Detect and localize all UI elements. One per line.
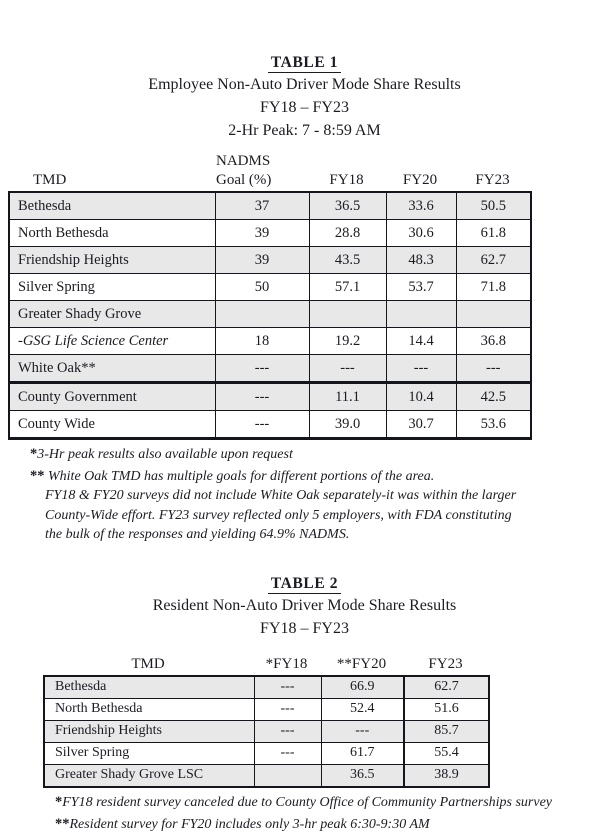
table1-header-nadms-goal bbox=[214, 152, 308, 191]
footnote-marker: * bbox=[55, 793, 63, 810]
table1-subtitle: Employee Non-Auto Driver Mode Share Results bbox=[148, 76, 461, 93]
cell-fy23 bbox=[456, 301, 531, 328]
table-row bbox=[44, 764, 489, 787]
table1 bbox=[8, 191, 532, 440]
table1-header-nadms: NADMS bbox=[216, 153, 271, 169]
cell-fy20: 48.3 bbox=[386, 247, 456, 274]
table1-title bbox=[0, 52, 609, 73]
table1-title-block bbox=[0, 52, 609, 142]
cell-tmd: -GSG Life Science Center bbox=[9, 328, 215, 355]
table-row bbox=[9, 383, 531, 411]
cell-goal: 37 bbox=[215, 192, 309, 220]
cell-goal bbox=[215, 301, 309, 328]
footnote-line: the bulk of the responses and yielding 64.9% NADMS. bbox=[45, 527, 350, 542]
table-row bbox=[9, 411, 531, 439]
cell-fy20: --- bbox=[321, 720, 404, 742]
cell-tmd: Greater Shady Grove bbox=[9, 301, 215, 328]
cell-fy20: 14.4 bbox=[386, 328, 456, 355]
table2-column-headers bbox=[43, 655, 609, 675]
table1-peak-label: 2-Hr Peak: 7 - 8:59 AM bbox=[228, 122, 381, 139]
footnote-marker: ** bbox=[30, 467, 45, 484]
cell-fy23: 71.8 bbox=[456, 274, 531, 301]
table1-title-text: TABLE 1 bbox=[268, 54, 341, 73]
cell-tmd: Friendship Heights bbox=[9, 247, 215, 274]
table1-header-goal-pct: Goal (%) bbox=[216, 172, 272, 188]
table1-header-tmd: TMD bbox=[33, 172, 67, 188]
table-row bbox=[9, 355, 531, 383]
cell-fy23: 85.7 bbox=[404, 720, 489, 742]
cell-tmd: County Wide bbox=[9, 411, 215, 439]
cell-tmd: Silver Spring bbox=[9, 274, 215, 301]
cell-fy18: --- bbox=[254, 698, 321, 720]
table1-header-fy18: FY18 bbox=[329, 172, 364, 188]
table-row bbox=[9, 247, 531, 274]
cell-fy18: 39.0 bbox=[309, 411, 386, 439]
cell-fy23: 62.7 bbox=[404, 676, 489, 699]
footnote-marker: ** bbox=[55, 815, 70, 832]
table1-header-fy20: FY20 bbox=[402, 172, 438, 188]
cell-fy20: 33.6 bbox=[386, 192, 456, 220]
cell-tmd: County Government bbox=[9, 383, 215, 411]
table2-subtitle: Resident Non-Auto Driver Mode Share Results bbox=[152, 596, 457, 614]
table-row bbox=[9, 328, 531, 355]
cell-tmd: Bethesda bbox=[9, 192, 215, 220]
cell-fy23: 51.6 bbox=[404, 698, 489, 720]
cell-fy18: 19.2 bbox=[309, 328, 386, 355]
cell-fy18: 43.5 bbox=[309, 247, 386, 274]
cell-fy18: --- bbox=[254, 676, 321, 699]
cell-goal: --- bbox=[215, 383, 309, 411]
cell-fy23: 55.4 bbox=[404, 742, 489, 764]
table-row bbox=[44, 720, 489, 742]
table-row bbox=[9, 220, 531, 247]
table1-section-1 bbox=[9, 192, 531, 383]
cell-tmd: North Bethesda bbox=[44, 698, 254, 720]
table2-title-text: TABLE 2 bbox=[268, 575, 341, 594]
table1-period: FY18 – FY23 bbox=[260, 99, 349, 116]
cell-tmd: Silver Spring bbox=[44, 742, 254, 764]
cell-fy20 bbox=[386, 301, 456, 328]
cell-fy23: 36.8 bbox=[456, 328, 531, 355]
cell-goal: 39 bbox=[215, 220, 309, 247]
table-row bbox=[9, 192, 531, 220]
cell-goal: 18 bbox=[215, 328, 309, 355]
cell-fy23: --- bbox=[456, 355, 531, 383]
table-row bbox=[9, 301, 531, 328]
cell-goal: 50 bbox=[215, 274, 309, 301]
table2 bbox=[43, 675, 490, 788]
table-row bbox=[44, 742, 489, 764]
cell-goal: 39 bbox=[215, 247, 309, 274]
cell-fy18 bbox=[254, 764, 321, 787]
cell-fy20: 52.4 bbox=[321, 698, 404, 720]
table2-footnotes bbox=[55, 793, 609, 834]
cell-fy23: 42.5 bbox=[456, 383, 531, 411]
table1-section-2 bbox=[9, 383, 531, 439]
cell-fy23: 38.9 bbox=[404, 764, 489, 787]
footnote-line: **Resident survey for FY20 includes only 3-hr peak 6:30-9:30 AM bbox=[55, 815, 430, 832]
cell-fy18: 36.5 bbox=[309, 192, 386, 220]
cell-fy20: --- bbox=[386, 355, 456, 383]
cell-tmd: North Bethesda bbox=[9, 220, 215, 247]
cell-tmd: Friendship Heights bbox=[44, 720, 254, 742]
cell-fy20: 10.4 bbox=[386, 383, 456, 411]
cell-fy20: 30.7 bbox=[386, 411, 456, 439]
table1-column-headers bbox=[8, 152, 609, 191]
footnote-line: FY18 & FY20 surveys did not include White Oak separately-it was within the larger bbox=[45, 488, 517, 503]
cell-goal: --- bbox=[215, 411, 309, 439]
table2-title-block bbox=[0, 573, 609, 640]
cell-fy20: 66.9 bbox=[321, 676, 404, 699]
cell-fy18: --- bbox=[309, 355, 386, 383]
table1-footnotes bbox=[30, 445, 609, 545]
cell-tmd: Greater Shady Grove LSC bbox=[44, 764, 254, 787]
cell-fy20: 61.7 bbox=[321, 742, 404, 764]
cell-fy23: 61.8 bbox=[456, 220, 531, 247]
footnote-marker: * bbox=[30, 446, 38, 462]
footnote-line: *FY18 resident survey canceled due to County Office of Community Partnerships survey bbox=[55, 793, 553, 810]
cell-fy20: 36.5 bbox=[321, 764, 404, 787]
cell-tmd: White Oak** bbox=[9, 355, 215, 383]
cell-fy23: 62.7 bbox=[456, 247, 531, 274]
footnote-line: County-Wide effort. FY23 survey reflected only 5 employers, with FDA constituting bbox=[45, 507, 512, 523]
table-row bbox=[44, 698, 489, 720]
cell-goal: --- bbox=[215, 355, 309, 383]
table2-title bbox=[0, 573, 609, 594]
table-row bbox=[9, 274, 531, 301]
cell-fy18: 57.1 bbox=[309, 274, 386, 301]
cell-tmd: Bethesda bbox=[44, 676, 254, 699]
cell-fy23: 53.6 bbox=[456, 411, 531, 439]
table2-header-tmd: TMD bbox=[131, 655, 165, 672]
table2-section-1 bbox=[44, 676, 489, 787]
cell-fy20: 53.7 bbox=[386, 274, 456, 301]
table2-header-fy18: *FY18 bbox=[265, 655, 308, 672]
table-row bbox=[44, 676, 489, 699]
cell-fy18 bbox=[309, 301, 386, 328]
cell-fy23: 50.5 bbox=[456, 192, 531, 220]
table1-header-fy23: FY23 bbox=[475, 172, 510, 188]
footnote-line: ** White Oak TMD has multiple goals for different portions of the area. bbox=[30, 467, 435, 484]
cell-fy20: 30.6 bbox=[386, 220, 456, 247]
cell-fy18: 28.8 bbox=[309, 220, 386, 247]
table2-header-fy23: FY23 bbox=[428, 655, 463, 672]
table2-period: FY18 – FY23 bbox=[260, 619, 349, 637]
footnote-line: *3-Hr peak results also available upon request bbox=[30, 446, 293, 462]
cell-fy18: --- bbox=[254, 720, 321, 742]
cell-fy18: 11.1 bbox=[309, 383, 386, 411]
table2-header-fy20: **FY20 bbox=[336, 655, 387, 672]
cell-fy18: --- bbox=[254, 742, 321, 764]
